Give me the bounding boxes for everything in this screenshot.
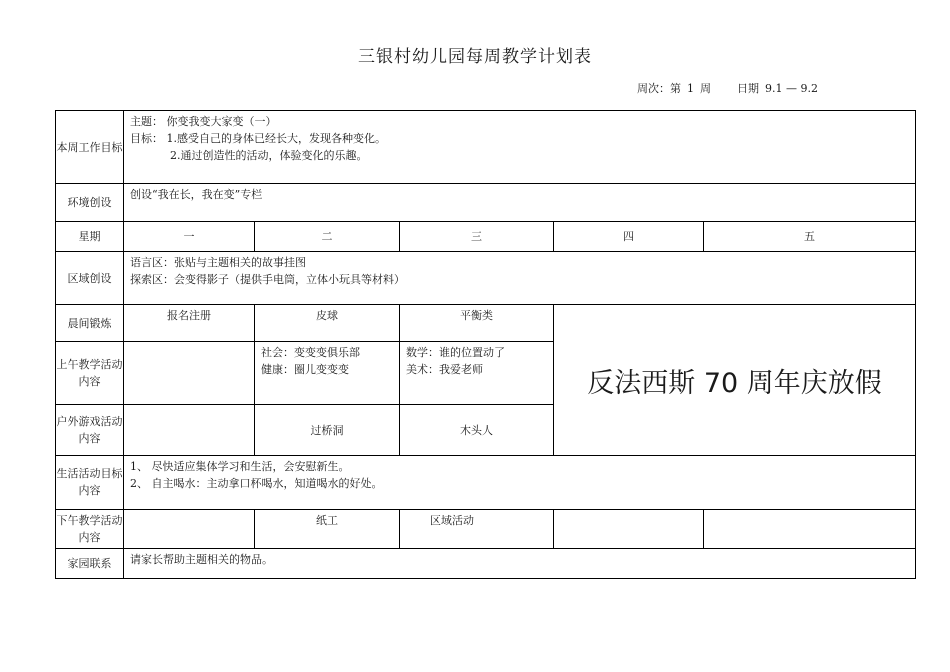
table-row xyxy=(56,221,916,251)
morning-tue: 皮球 xyxy=(255,305,400,342)
life-line-2: 2、 自主喝水：主动拿口杯喝水，知道喝水的好处。 xyxy=(130,477,383,491)
goal-line-1 xyxy=(130,130,909,147)
pm-thu xyxy=(554,509,704,548)
row-header-home: 家园联系 xyxy=(56,548,124,578)
am-tue-line-2: 健康：圈儿变变变 xyxy=(261,363,349,377)
environment-content: 创设“我在长，我在变”专栏 xyxy=(124,184,916,221)
week-number: 1 xyxy=(687,82,695,95)
morning-mon: 报名注册 xyxy=(124,305,255,342)
row-header-outdoor: 户外游戏活动内容 xyxy=(56,404,124,455)
morning-wed: 平衡类 xyxy=(400,305,554,342)
area-line-1: 语言区：张贴与主题相关的故事挂图 xyxy=(130,255,306,269)
am-mon xyxy=(124,342,255,404)
am-wed xyxy=(400,342,554,404)
home-content: 请家长帮助主题相关的物品。 xyxy=(124,548,916,578)
area-content xyxy=(124,251,916,304)
week-unit: 周 xyxy=(700,82,712,95)
table-row xyxy=(56,111,916,184)
outdoor-tue: 过桥洞 xyxy=(255,404,400,455)
row-header-goals: 本周工作目标 xyxy=(56,111,124,184)
weekday-fri: 五 xyxy=(704,221,916,251)
table-row xyxy=(56,251,916,304)
page-title: 三银村幼儿园每周教学计划表 xyxy=(358,47,592,67)
week-label: 周次：第 xyxy=(637,82,682,95)
pm-fri xyxy=(704,509,916,548)
pm-wed: 区域活动 xyxy=(400,509,554,548)
pm-mon xyxy=(124,509,255,548)
row-header-environment: 环境创设 xyxy=(56,184,124,221)
goals-content xyxy=(124,111,916,184)
weekday-thu: 四 xyxy=(554,221,704,251)
date-value: 9.1 — 9.2 xyxy=(765,82,818,95)
am-wed-line-1: 数学：谁的位置动了 xyxy=(406,346,505,360)
theme-line: 主题： 你变我变大家变（一） xyxy=(130,115,277,128)
am-tue-line-1: 社会：变变变俱乐部 xyxy=(261,346,360,360)
area-line-2: 探索区：会变得影子（提供手电筒，立体小玩具等材料） xyxy=(130,272,405,286)
row-header-weekday: 星期 xyxy=(56,221,124,251)
weekday-mon: 一 xyxy=(124,221,255,251)
pm-tue: 纸工 xyxy=(255,509,400,548)
week-date-info xyxy=(631,80,818,96)
life-line-1: 1、 尽快适应集体学习和生活，会安慰新生。 xyxy=(130,460,350,474)
holiday-notice: 反法西斯 70 周年庆放假 xyxy=(554,305,916,456)
am-wed-line-2: 美术：我爱老师 xyxy=(406,363,483,377)
goal-label: 目标： xyxy=(130,132,163,145)
row-header-pm-teaching: 下午教学活动内容 xyxy=(56,509,124,548)
weekday-tue: 二 xyxy=(255,221,400,251)
life-content xyxy=(124,456,916,509)
goal-1: 1.感受自己的身体已经长大，发现各种变化。 xyxy=(166,132,386,145)
outdoor-mon xyxy=(124,404,255,455)
table-row xyxy=(56,184,916,221)
outdoor-wed: 木头人 xyxy=(400,404,554,455)
table-row xyxy=(56,548,916,578)
table-row xyxy=(56,456,916,509)
table-row xyxy=(56,305,916,342)
weekday-wed: 三 xyxy=(400,221,554,251)
table-row xyxy=(56,509,916,548)
row-header-life: 生活活动目标内容 xyxy=(56,456,124,509)
date-label: 日期 xyxy=(737,82,760,95)
row-header-area: 区域创设 xyxy=(56,251,124,304)
row-header-morning-exercise: 晨间锻炼 xyxy=(56,305,124,342)
goal-2: 2.通过创造性的活动，体验变化的乐趣。 xyxy=(170,149,368,162)
weekly-plan-table xyxy=(55,110,916,579)
am-tue xyxy=(255,342,400,404)
row-header-am-teaching: 上午教学活动内容 xyxy=(56,342,124,404)
